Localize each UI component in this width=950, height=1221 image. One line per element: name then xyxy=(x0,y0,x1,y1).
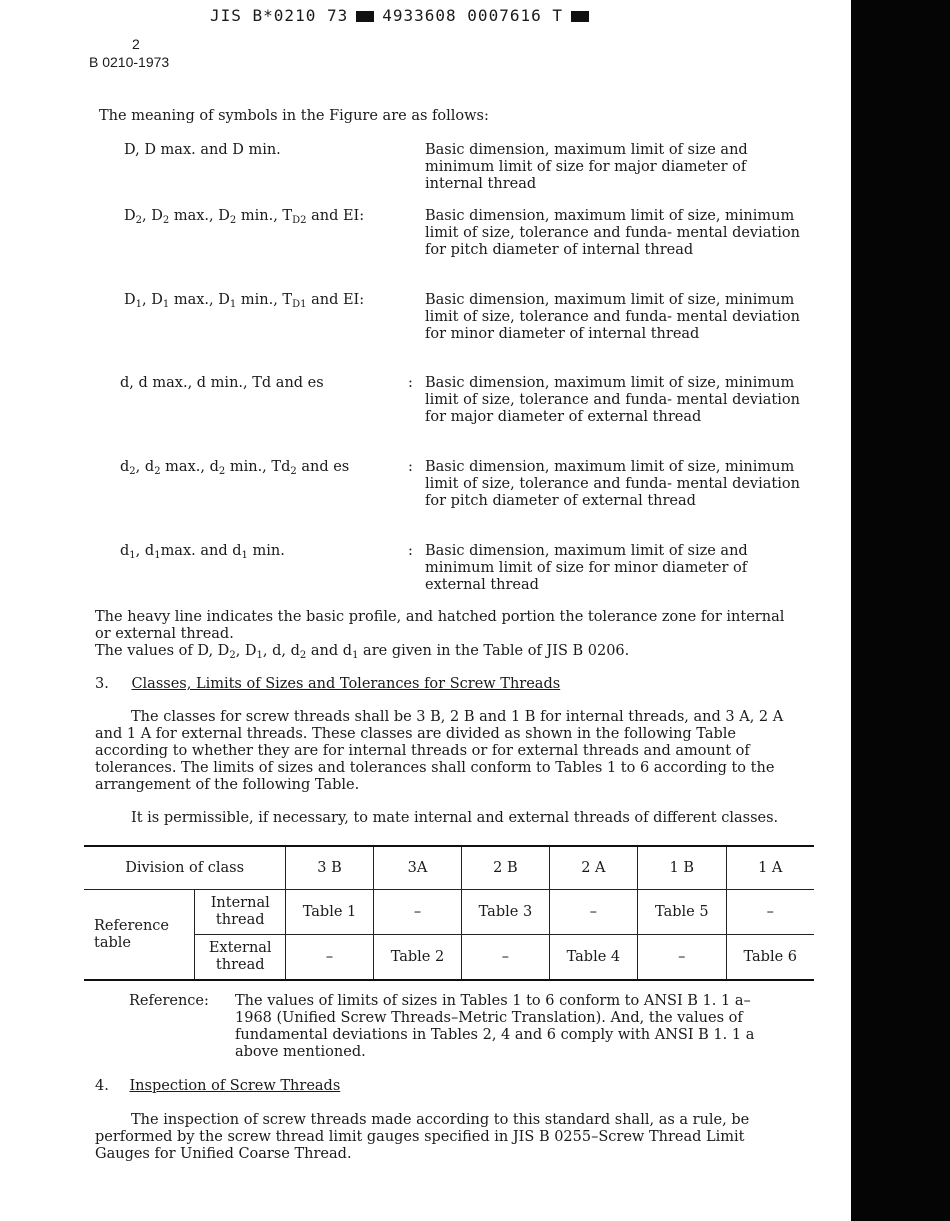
table-cell: Table 1 xyxy=(286,890,373,935)
document-header-code xyxy=(210,6,597,25)
symbol-term-1: D, D max. and D min. xyxy=(124,142,281,158)
division-of-class-header: Division of class xyxy=(84,846,286,890)
table-row-internal xyxy=(84,890,814,935)
reference-label: Reference: xyxy=(129,993,209,1009)
table-cell: – xyxy=(373,890,461,935)
reference-text: The values of limits of sizes in Tables 1 to 6 conform to ANSI B 1. 1 a–1968 (Unified Screw Threads–Metric Translation). And, the values of fundamental deviations in Tables 2, 4 and 6 comply with ANSI B 1. 1 a above mentioned. xyxy=(235,993,755,1060)
class-1a-header: 1 A xyxy=(726,846,814,890)
page-number: 2 xyxy=(132,36,140,52)
table-cell: – xyxy=(638,935,726,981)
section-4-number: 4. xyxy=(95,1078,109,1094)
section-4-title: Inspection of Screw Threads xyxy=(129,1078,341,1094)
section-4-para: The inspection of screw threads made according to this standard shall, as a rule, be performed by the screw thread limit gauges specified in JIS B 0255–Screw Thread Limit Gauges for Unified Coarse Thread. xyxy=(95,1112,750,1162)
symbol-term-5: $d_2$, $d_2$ max., $d_2$ min., $Td_2$ and es xyxy=(120,459,350,477)
symbol-colon-4: : xyxy=(408,375,413,391)
block-mark xyxy=(356,11,374,22)
section-3-title: Classes, Limits of Sizes and Tolerances for Screw Threads xyxy=(131,676,561,692)
section-3-heading xyxy=(95,676,560,692)
section-3-number: 3. xyxy=(95,676,109,692)
symbol-desc-6: Basic dimension, maximum limit of size and minimum limit of size for minor diameter of external thread xyxy=(425,543,748,593)
class-2a-header: 2 A xyxy=(549,846,637,890)
symbol-term-2: $D_2$, $D_2$ max., $D_2$ min., $T_{D2}$ and EI: xyxy=(124,208,365,226)
section-4-heading xyxy=(95,1078,340,1094)
table-cell: – xyxy=(462,935,549,981)
standard-number: B 0210-1973 xyxy=(89,54,170,70)
symbols-intro: The meaning of symbols in the Figure are as follows: xyxy=(99,108,489,124)
symbol-colon-6: : xyxy=(408,543,413,559)
table-cell: – xyxy=(726,890,814,935)
table-cell: – xyxy=(286,935,373,981)
symbol-term-3: $D_1$, $D_1$ max., $D_1$ min., $T_{D1}$ and EI: xyxy=(124,292,365,310)
symbol-desc-2: Basic dimension, maximum limit of size, minimum limit of size, tolerance and funda- mental deviation for pitch diameter of internal thread xyxy=(425,208,800,258)
table-cell: – xyxy=(549,890,637,935)
header-code-2: 4933608 0007616 T xyxy=(382,6,563,25)
class-3a-header: 3A xyxy=(373,846,461,890)
reference-table-label: Reference table xyxy=(84,890,195,981)
table-header-row xyxy=(84,846,814,890)
table-cell: Table 2 xyxy=(373,935,461,981)
class-table xyxy=(84,845,814,981)
external-thread-label: External thread xyxy=(195,935,286,981)
table-cell: Table 4 xyxy=(549,935,637,981)
block-mark xyxy=(571,11,589,22)
class-3b-header: 3 B xyxy=(286,846,373,890)
internal-thread-label: Internal thread xyxy=(195,890,286,935)
header-code-1: JIS B*0210 73 xyxy=(210,6,349,25)
class-1b-header: 1 B xyxy=(638,846,726,890)
symbol-desc-3: Basic dimension, maximum limit of size, minimum limit of size, tolerance and funda- mental deviation for minor diameter of internal thread xyxy=(425,292,800,342)
symbol-desc-5: Basic dimension, maximum limit of size, minimum limit of size, tolerance and funda- mental deviation for pitch diameter of external thread xyxy=(425,459,800,509)
symbol-colon-5: : xyxy=(408,459,413,475)
heavy-line-note: The heavy line indicates the basic profile, and hatched portion the tolerance zone for internal or external thread. xyxy=(95,609,785,642)
table-cell: Table 5 xyxy=(638,890,726,935)
symbol-term-6: $d_1$, $d_1\max$. and $d_1$ min. xyxy=(120,543,285,561)
class-2b-header: 2 B xyxy=(462,846,549,890)
symbol-term-4: d, d max., d min., Td and es xyxy=(120,375,324,391)
scan-edge-shadow xyxy=(851,0,950,1221)
section-3-para-2: It is permissible, if necessary, to mate internal and external threads of different classes. xyxy=(131,810,779,826)
symbol-desc-1: Basic dimension, maximum limit of size and minimum limit of size for major diameter of internal thread xyxy=(425,142,748,192)
table-cell: Table 3 xyxy=(462,890,549,935)
values-note: The values of D, $D_2$, $D_1$, d, $d_2$ and $d_1$ are given in the Table of JIS B 0206. xyxy=(95,643,630,661)
section-3-para-1: The classes for screw threads shall be 3 B, 2 B and 1 B for internal threads, and 3 A, 2 A and 1 A for external threads. These classes are divided as shown in the following Table according to whether they are for internal threads or for external threads and amount of tolerances. The limits of sizes and tolerances shall conform to Tables 1 to 6 according to the arrangement of the following Table. xyxy=(95,709,784,793)
table-cell: Table 6 xyxy=(726,935,814,981)
symbol-desc-4: Basic dimension, maximum limit of size, minimum limit of size, tolerance and funda- mental deviation for major diameter of external thread xyxy=(425,375,800,425)
